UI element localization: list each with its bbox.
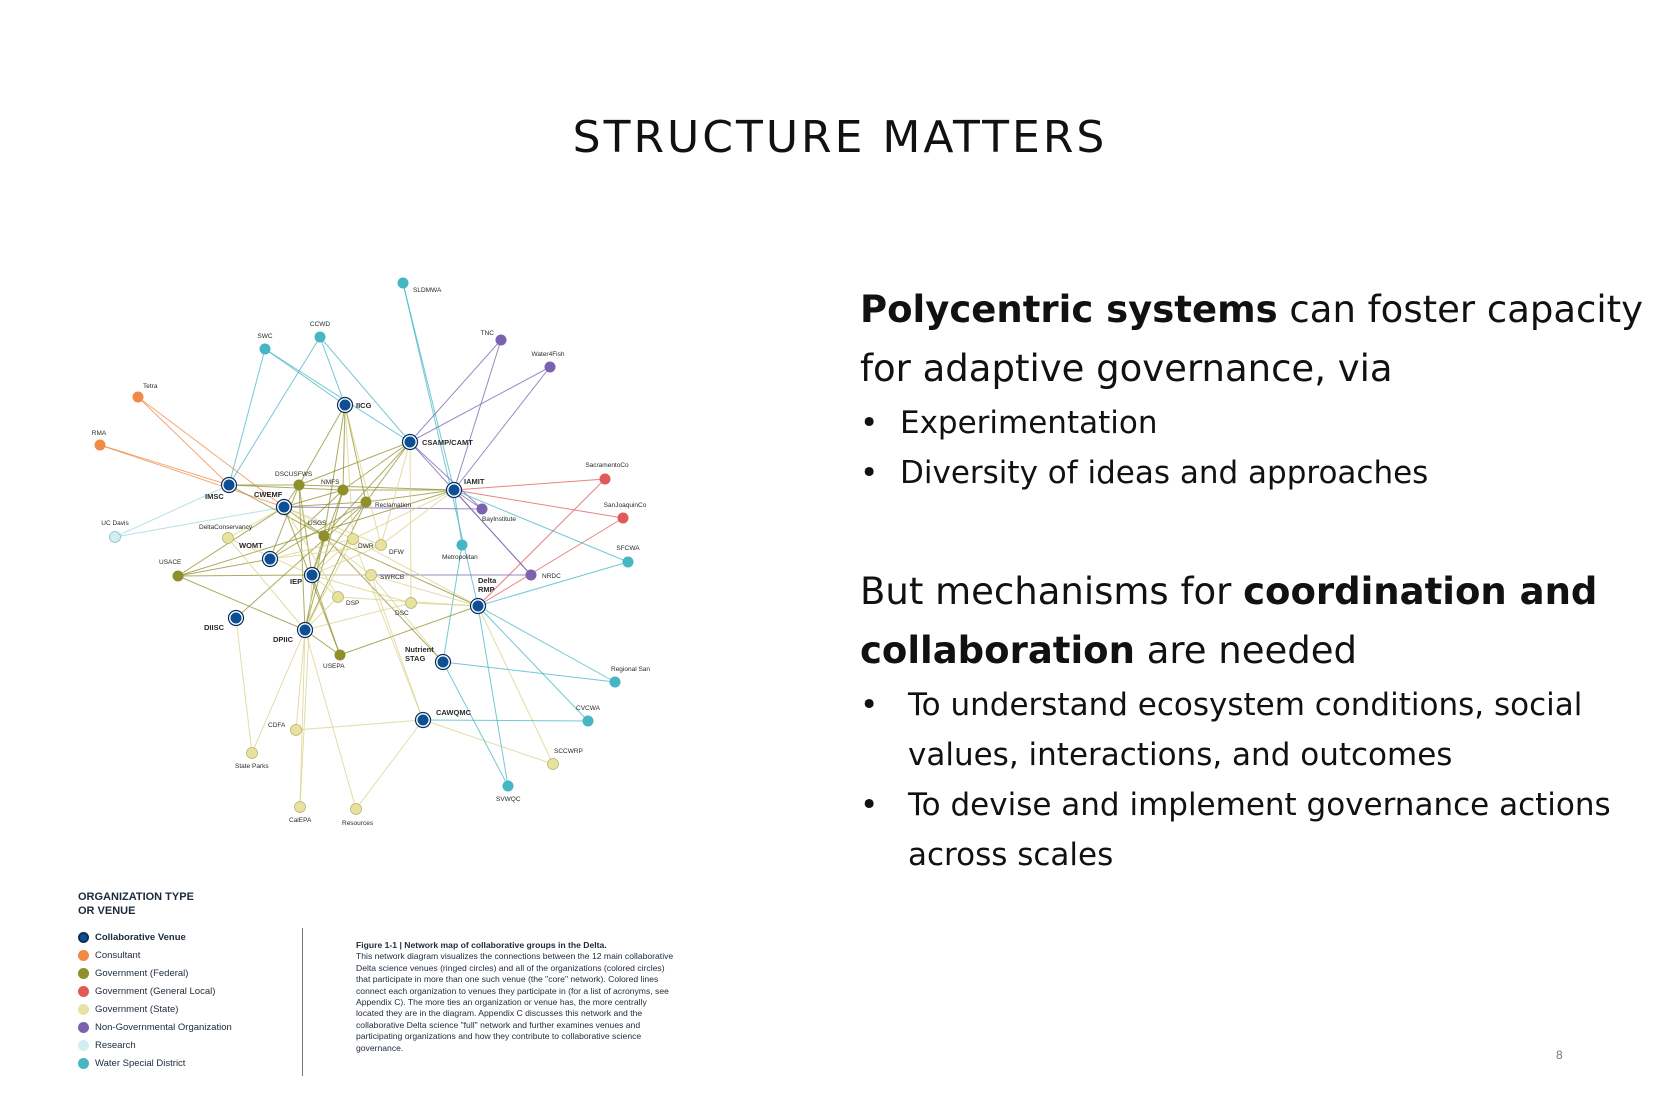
node-label-womt: WOMT (239, 541, 263, 550)
polycentric-rest: can foster capacity for adaptive governance, via (860, 288, 1644, 390)
edge-tnc-csamp-camt (410, 340, 501, 442)
legend-label: Government (General Local) (95, 985, 216, 997)
node-rma (95, 440, 106, 451)
mechanisms-end: are needed (1134, 629, 1358, 672)
edge-sfcwa-iamit (454, 490, 628, 562)
node-state-parks (247, 748, 258, 759)
legend-swatch-water (78, 1058, 89, 1069)
node-label-iep: IEP (290, 577, 303, 586)
edge-dfw-cwemf (284, 507, 381, 545)
node-label-dsc: DSC (395, 610, 409, 617)
node-cdfa (291, 725, 302, 736)
node-label-svwqc: SVWQC (496, 796, 521, 803)
node-dpiic (300, 625, 311, 636)
mechanisms-start: But mechanisms for (860, 570, 1244, 613)
node-uc-davis (110, 532, 121, 543)
node-sanjoaquinco (618, 513, 629, 524)
node-nmfs (338, 485, 349, 496)
edge-dsc-csamp-camt (410, 442, 411, 603)
edge-uc-davis-cwemf (115, 507, 284, 537)
node-label-sfcwa: SFCWA (616, 545, 640, 552)
node-label-delta-rmp: Delta RMP (478, 576, 497, 594)
legend-title-line-2: OR VENUE (78, 905, 136, 917)
node-label-ccwd: CCWD (309, 321, 331, 328)
node-label-water4fish: Water4Fish (531, 351, 565, 358)
edge-resources-dpiic (305, 630, 356, 809)
node-womt (265, 554, 276, 565)
edge-reclamation-cwemf (284, 502, 366, 507)
edge-resources-cawqmc (356, 720, 423, 809)
node-label-dsp: DSP (346, 600, 360, 607)
legend-item-federal (78, 964, 338, 982)
node-label-regional-san: Regional San (611, 666, 651, 673)
node-label-state-parks: State Parks (235, 763, 269, 770)
node-usepa (335, 650, 346, 661)
bullet-item: • Experimentation (860, 398, 1680, 448)
node-dsc (406, 598, 417, 609)
node-label-tnc: TNC (480, 330, 494, 337)
node-bayinstitute (477, 504, 488, 515)
node-label-nutrient-stag: Nutrient STAG (405, 645, 434, 663)
legend-title (78, 890, 338, 918)
legend-item-research (78, 1036, 338, 1054)
node-label-tetra: Tetra (143, 383, 158, 390)
node-svwqc (503, 781, 514, 792)
node-label-csamp-camt: CSAMP/CAMT (422, 438, 473, 447)
legend-swatch-research (78, 1040, 89, 1051)
node-label-cvcwa: CVCWA (576, 705, 600, 712)
node-dfw (376, 540, 387, 551)
legend-label: Collaborative Venue (95, 931, 186, 943)
node-label-usace: USACE (159, 559, 182, 566)
node-iep (307, 570, 318, 581)
edge-dfw-iicg (345, 405, 381, 545)
node-sacramentoco (600, 474, 611, 485)
text-panel (860, 280, 1680, 880)
node-label-nrdc: NRDC (542, 573, 561, 580)
node-regional-san (610, 677, 621, 688)
node-label-sccwrp: SCCWRP (554, 748, 583, 755)
edge-regional-san-delta-rmp (478, 606, 615, 682)
node-dscusfws (294, 480, 305, 491)
slide-title: STRUCTURE MATTERS (572, 112, 1108, 163)
page-number: 8 (1556, 1048, 1563, 1062)
edge-bayinstitute-csamp-camt (410, 442, 482, 509)
legend-items (78, 928, 338, 1072)
node-label-usgs: USGS (308, 520, 327, 527)
node-label-resources: Resources (342, 820, 374, 827)
node-resources (351, 804, 362, 815)
node-nutrient-stag (438, 657, 449, 668)
edge-swc-iicg (265, 349, 345, 405)
node-water4fish (545, 362, 556, 373)
node-label-bayinstitute: BayInstitute (482, 516, 516, 523)
edge-water4fish-iamit (454, 367, 550, 490)
edge-regional-san-nutrient-stag (443, 662, 615, 682)
node-cawqmc (418, 715, 429, 726)
edge-swc-csamp-camt (265, 349, 410, 442)
node-label-sldmwa: SLDMWA (413, 287, 442, 294)
node-label-nmfs: NMFS (321, 479, 340, 486)
node-reclamation (361, 497, 372, 508)
legend-label: Government (State) (95, 1003, 179, 1015)
node-label-sanjoaquinco: SanJoaquinCo (603, 502, 647, 509)
node-ccwd (315, 332, 326, 343)
node-label-diisc: DIISC (204, 623, 225, 632)
node-label-iamit: IAMIT (464, 477, 485, 486)
legend-label: Non-Governmental Organization (95, 1021, 232, 1033)
legend (78, 890, 338, 1072)
node-label-calepa: CalEPA (289, 817, 312, 824)
node-label-rma: RMA (91, 430, 107, 437)
node-usace (173, 571, 184, 582)
node-label-deltaconservancy: DeltaConservancy (199, 524, 253, 531)
node-label-reclamation: Reclamation (375, 502, 412, 509)
node-label-sacramentoco: SacramentoCo (585, 462, 629, 469)
legend-item-local (78, 982, 338, 1000)
legend-swatch-state (78, 1004, 89, 1015)
node-cvcwa (583, 716, 594, 727)
node-label-cwemf: CWEMF (254, 490, 283, 499)
node-metropolitan (457, 540, 468, 551)
bullet-list-1 (860, 398, 1680, 498)
edge-ccwd-csamp-camt (320, 337, 410, 442)
node-label-dscusfws: DSCUSFWS (275, 471, 313, 478)
legend-swatch-venue (78, 932, 89, 943)
edge-nmfs-csamp-camt (343, 442, 410, 490)
legend-item-venue (78, 928, 338, 946)
edge-tetra-imsc (138, 397, 229, 485)
legend-label: Water Special District (95, 1057, 186, 1069)
node-dwr (348, 534, 359, 545)
edge-usgs-delta-rmp (324, 536, 478, 606)
node-label-swc: SWC (257, 333, 273, 340)
mechanisms-bold: coordination and collaboration (860, 570, 1598, 672)
legend-item-consultant (78, 946, 338, 964)
edge-sccwrp-cawqmc (423, 720, 553, 764)
edge-state-parks-diisc (236, 618, 252, 753)
node-label-metropolitan: Metropolitan (442, 554, 478, 561)
edge-sccwrp-delta-rmp (478, 606, 553, 764)
node-tetra (133, 392, 144, 403)
legend-label: Consultant (95, 949, 141, 961)
edge-cvcwa-cawqmc (423, 720, 588, 721)
edge-sanjoaquinco-delta-rmp (478, 518, 623, 606)
node-iamit (449, 485, 460, 496)
node-label-dfw: DFW (389, 549, 404, 556)
node-label-imsc: IMSC (205, 492, 224, 501)
node-label-dwr: DWR (358, 543, 374, 550)
legend-swatch-local (78, 986, 89, 997)
bullet-item: • To understand ecosystem conditions, social values, interactions, and outcomes (860, 680, 1628, 780)
legend-label: Research (95, 1039, 136, 1051)
caption-body: This network diagram visualizes the connections between the 12 main collaborative Delta science venues (ringed circles) and all of the organizations (colored circles) that participate in more than one such venue (the "core" network). Colored lines connect each organization to venues they participate in (for a list of acronyms, see Appendix C). The more ties an organization or venue has, the more centrally located they are in the diagram. Appendix C discusses this network and the collaborative Delta science "full" network and further examines venues and participating organizations and how they contribute to collaborative science governance. (356, 951, 674, 1053)
legend-swatch-federal (78, 968, 89, 979)
edge-ccwd-iicg (320, 337, 345, 405)
polycentric-bold: Polycentric systems (860, 288, 1278, 331)
edge-svwqc-nutrient-stag (443, 662, 508, 786)
node-label-cdfa: CDFA (268, 722, 286, 729)
network-diagram (60, 265, 700, 875)
caption-heading: Figure 1-1 | Network map of collaborative groups in the Delta. (356, 940, 607, 950)
legend-title-line-1: ORGANIZATION TYPE (78, 891, 194, 903)
node-label-dpiic: DPIIC (273, 635, 294, 644)
edge-swc-imsc (229, 349, 265, 485)
node-label-iicg: IICG (356, 401, 372, 410)
node-sfcwa (623, 557, 634, 568)
paragraph-mechanisms (860, 562, 1680, 680)
bullet-item: • Diversity of ideas and approaches (860, 448, 1680, 498)
legend-item-state (78, 1000, 338, 1018)
node-diisc (231, 613, 242, 624)
node-dsp (333, 592, 344, 603)
node-label-usepa: USEPA (323, 663, 345, 670)
node-label-swrcb: SWRCB (380, 574, 405, 581)
legend-label: Government (Federal) (95, 967, 189, 979)
node-calepa (295, 802, 306, 813)
bullet-item: • To devise and implement governance actions across scales (860, 780, 1628, 880)
node-label-uc-davis: UC Davis (101, 520, 129, 527)
node-swrcb (366, 570, 377, 581)
legend-swatch-ngo (78, 1022, 89, 1033)
legend-item-water (78, 1054, 338, 1072)
node-deltaconservancy (223, 533, 234, 544)
node-nrdc (526, 570, 537, 581)
node-cwemf (279, 502, 290, 513)
figure-caption (356, 940, 674, 1054)
node-sldmwa (398, 278, 409, 289)
edge-usace-iep (178, 575, 312, 576)
node-delta-rmp (473, 601, 484, 612)
node-iicg (340, 400, 351, 411)
edge-ccwd-imsc (229, 337, 320, 485)
node-label-cawqmc: CAWQMC (436, 708, 471, 717)
node-tnc (496, 335, 507, 346)
paragraph-polycentric (860, 280, 1680, 398)
legend-swatch-consultant (78, 950, 89, 961)
legend-divider (302, 928, 303, 1076)
bullet-list-2 (860, 680, 1680, 880)
edge-cdfa-cawqmc (296, 720, 423, 730)
legend-item-ngo (78, 1018, 338, 1036)
node-sccwrp (548, 759, 559, 770)
node-imsc (224, 480, 235, 491)
node-swc (260, 344, 271, 355)
edge-calepa-iep (300, 575, 312, 807)
node-csamp-camt (405, 437, 416, 448)
node-usgs (319, 531, 330, 542)
